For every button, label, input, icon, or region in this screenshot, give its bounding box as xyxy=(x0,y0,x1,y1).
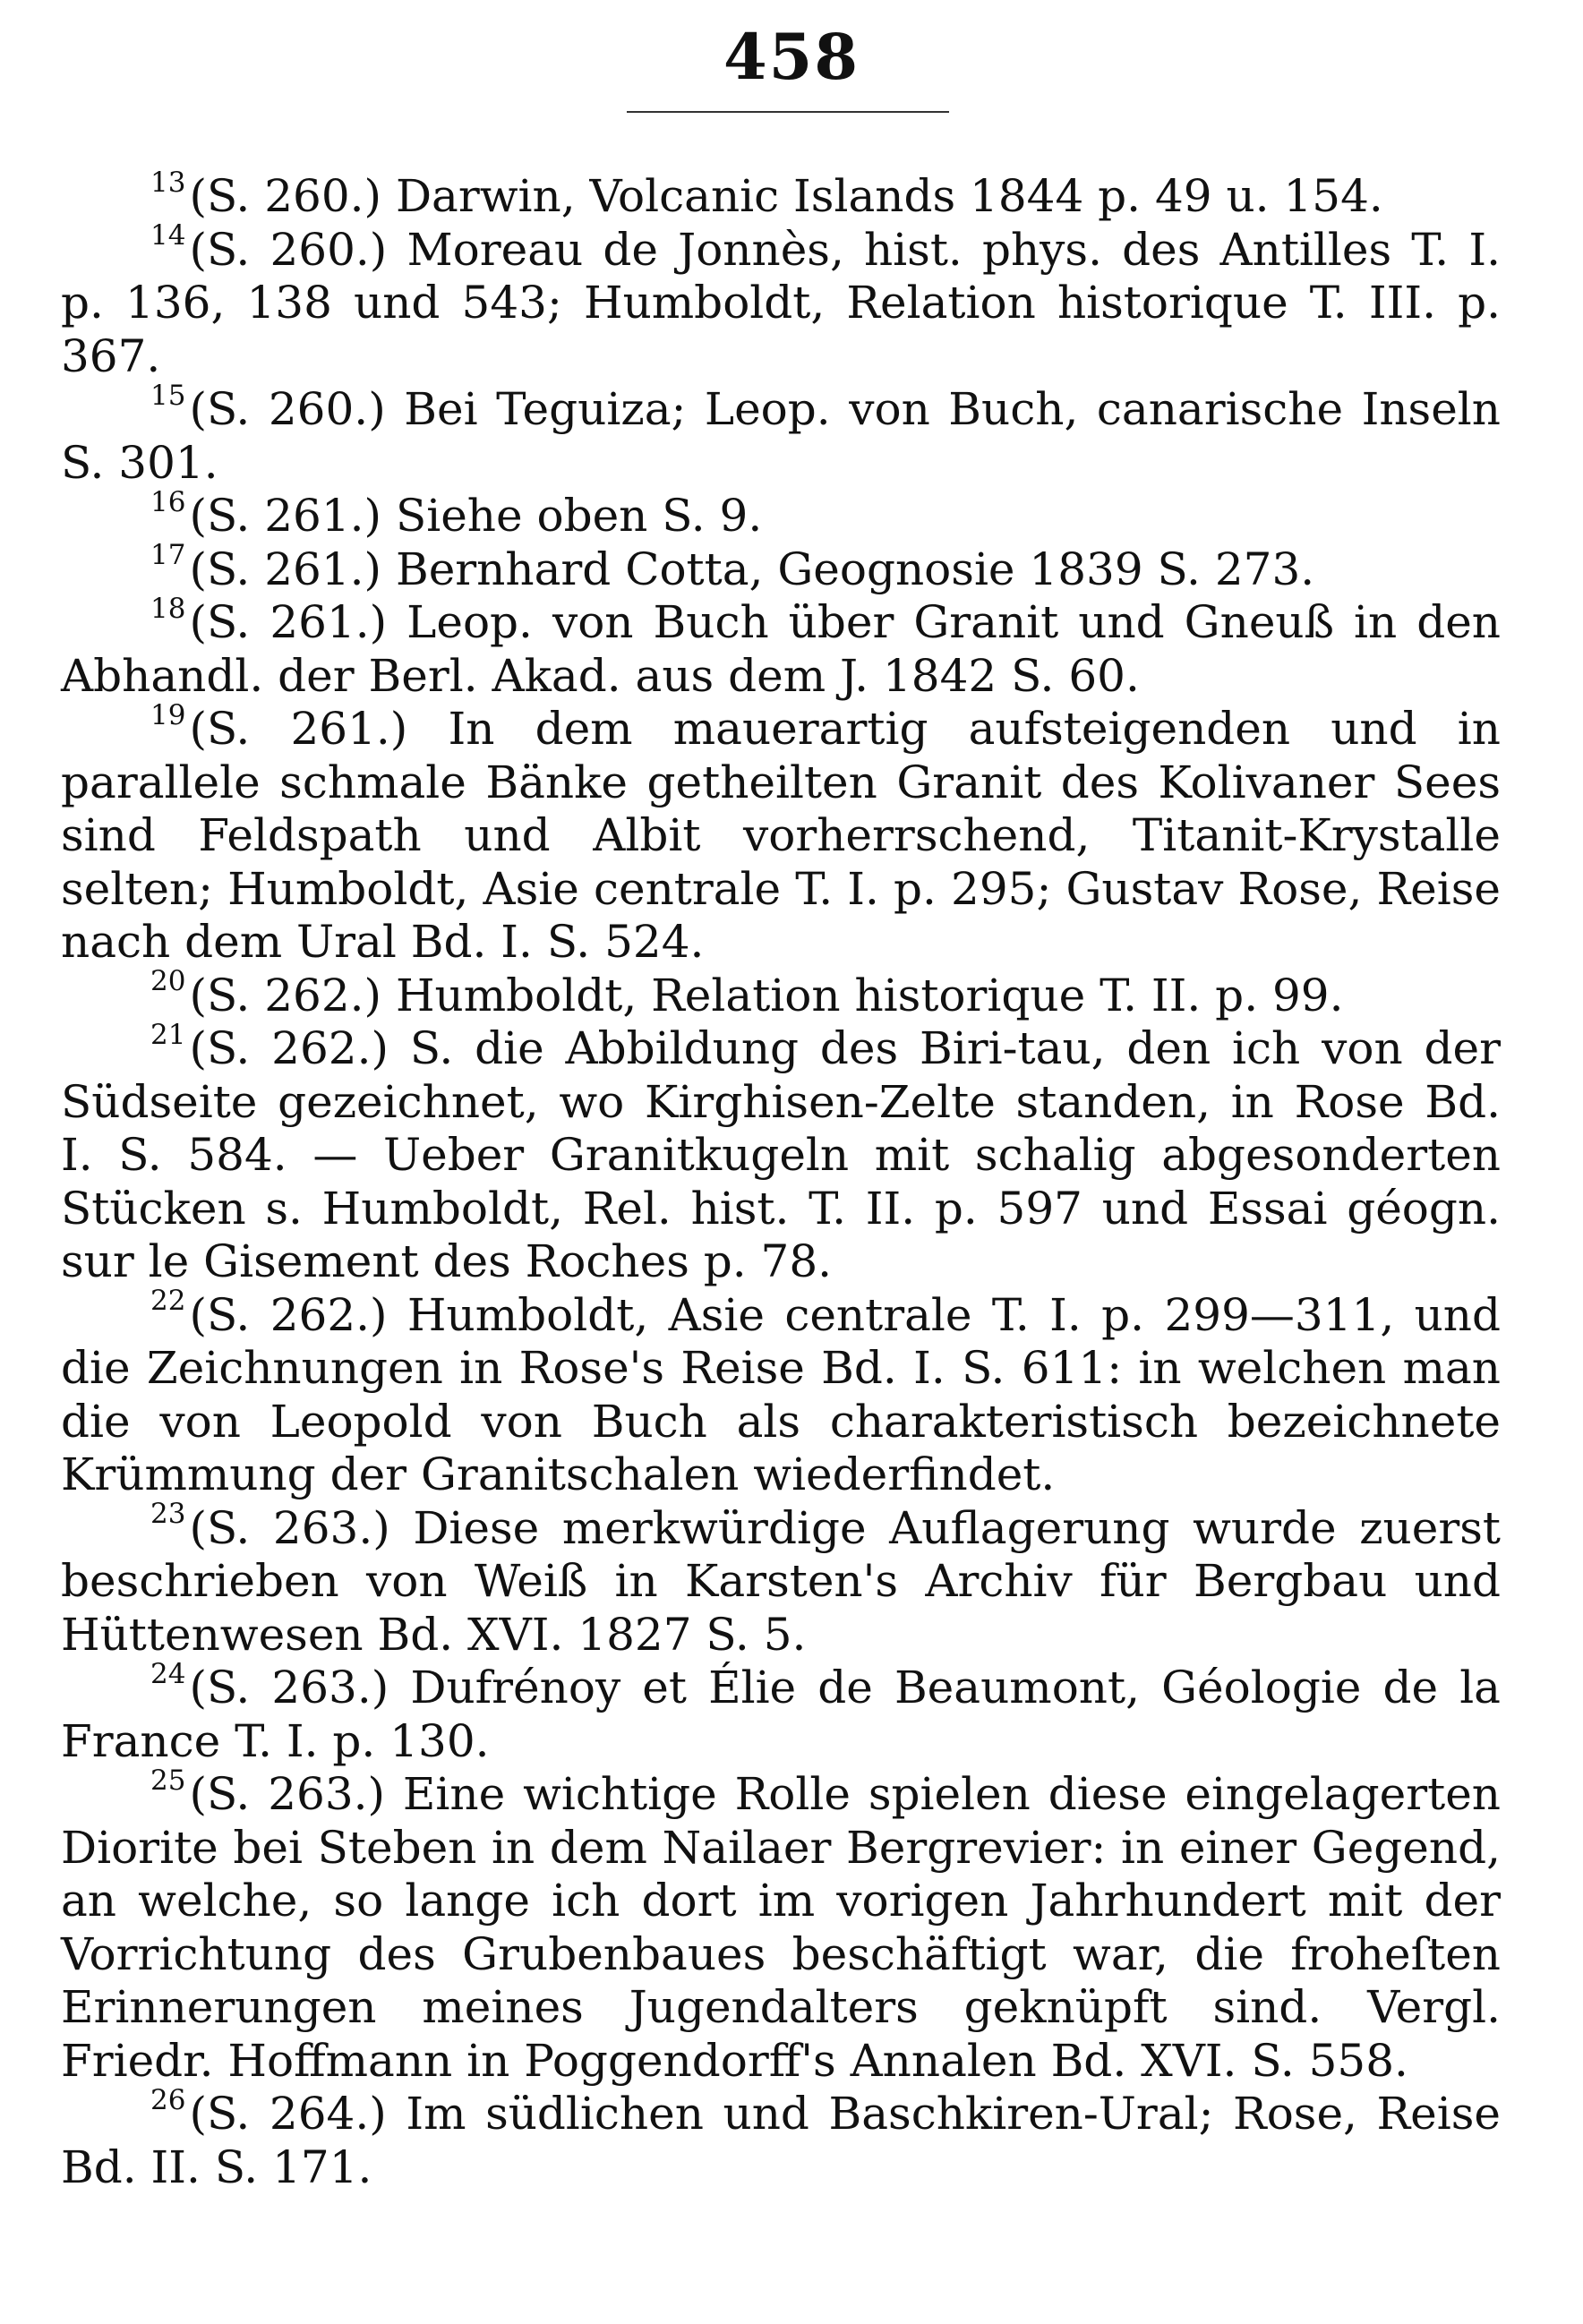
footnote-text: (S. 260.) Moreau de Jonnès, hist. phys. des Antilles T. I. p. 136, 138 und 543; Humboldt, Relation historique T. III. p. 367. xyxy=(61,223,1501,382)
footnote-number: 20 xyxy=(150,965,186,998)
footnote-text: (S. 263.) Eine wichtige Rolle spielen diese eingelagerten Diorite bei Steben in dem Nailaer Bergrevier: in einer Gegend, an welche, so lange ich dort im vorigen Jahrhundert mit der Vorrichtung des Grubenbaues beschäftigt war, die froheſten Erinnerungen meines Jugendalters geknüpft sind. Vergl. Friedr. Hoffmann in Poggendorff's Annalen Bd. XVI. S. 558. xyxy=(61,1768,1501,2087)
footnote-number: 16 xyxy=(150,485,186,518)
footnote-text: (S. 264.) Im südlichen und Baschkiren-Ural; Rose, Reise Bd. II. S. 171. xyxy=(61,2088,1501,2193)
footnote-number: 24 xyxy=(150,1657,186,1690)
footnote-number: 18 xyxy=(150,592,186,625)
footnote-number: 13 xyxy=(150,166,186,199)
footnotes xyxy=(61,166,1501,2194)
footnote-number: 14 xyxy=(150,219,186,252)
footnote-text: (S. 260.) Darwin, Volcanic Islands 1844 p. 49 u. 154. xyxy=(189,170,1383,222)
footnote-text: (S. 262.) S. die Abbildung des Biri-tau, den ich von der Südseite gezeichnet, wo Kirghisen-Zelte standen, in Rose Bd. I. S. 584. — Ueber Granitkugeln mit schalig abgesonderten Stücken s. Humboldt, Rel. hist. T. II. p. 597 und Essai géogn. sur le Gisement des Roches p. 78. xyxy=(61,1022,1501,1287)
footnote-text: (S. 263.) Dufrénoy et Élie de Beaumont, Géologie de la France T. I. p. 130. xyxy=(61,1662,1501,1767)
footnote-number: 25 xyxy=(150,1764,186,1797)
header-rule xyxy=(627,111,949,113)
footnote-number: 26 xyxy=(150,2083,186,2116)
footnote xyxy=(61,698,1501,970)
footnote xyxy=(61,1657,1501,1768)
footnote-number: 15 xyxy=(150,379,186,412)
footnote xyxy=(61,379,1501,490)
footnote xyxy=(61,485,1501,543)
footnote xyxy=(61,1498,1501,1662)
footnote-text: (S. 260.) Bei Teguiza; Leop. von Buch, canarische Inseln S. 301. xyxy=(61,383,1501,489)
footnote-text: (S. 261.) Siehe oben S. 9. xyxy=(189,490,763,542)
footnote-number: 17 xyxy=(150,539,186,572)
footnote-text: (S. 263.) Diese merkwürdige Auflagerung wurde zuerst beschrieben von Weiß in Karsten's Archiv für Bergbau und Hüttenwesen Bd. XVI. 1827 S. 5. xyxy=(61,1501,1501,1661)
footnote-text: (S. 262.) Humboldt, Relation historique T. II. p. 99. xyxy=(189,969,1344,1021)
footnote xyxy=(61,219,1501,384)
footnote xyxy=(61,592,1501,703)
footnote xyxy=(61,1285,1501,1502)
footnote-text: (S. 261.) In dem mauerartig aufsteigenden und in parallele schmale Bänke getheilten Granit des Kolivaner Sees sind Feldspath und Albit vorherrschend, Titanit-Krystalle selten; Humboldt, Asie centrale T. I. p. 295; Gustav Rose, Reise nach dem Ural Bd. I. S. 524. xyxy=(61,703,1501,968)
footnote-number: 23 xyxy=(150,1498,186,1531)
footnote xyxy=(61,166,1501,224)
footnote-number: 22 xyxy=(150,1285,186,1318)
footnote-text: (S. 262.) Humboldt, Asie centrale T. I. p. 299—311, und die Zeichnungen in Rose's Reise Bd. I. S. 611: in welchen man die von Leopold von Buch als charakteristisch bezeichnete Krümmung der Granitschalen wiederfindet. xyxy=(61,1288,1501,1500)
footnote xyxy=(61,539,1501,597)
footnote-text: (S. 261.) Bernhard Cotta, Geognosie 1839 S. 273. xyxy=(189,543,1315,595)
footnote xyxy=(61,1764,1501,2088)
footnote xyxy=(61,2083,1501,2194)
footnote xyxy=(61,1018,1501,1289)
footnote xyxy=(61,965,1501,1023)
footnote-number: 19 xyxy=(150,698,186,731)
page-number: 458 xyxy=(723,20,860,94)
footnote-number: 21 xyxy=(150,1018,186,1051)
footnote-text: (S. 261.) Leop. von Buch über Granit und Gneuß in den Abhandl. der Berl. Akad. aus dem J. 1842 S. 60. xyxy=(61,596,1501,702)
